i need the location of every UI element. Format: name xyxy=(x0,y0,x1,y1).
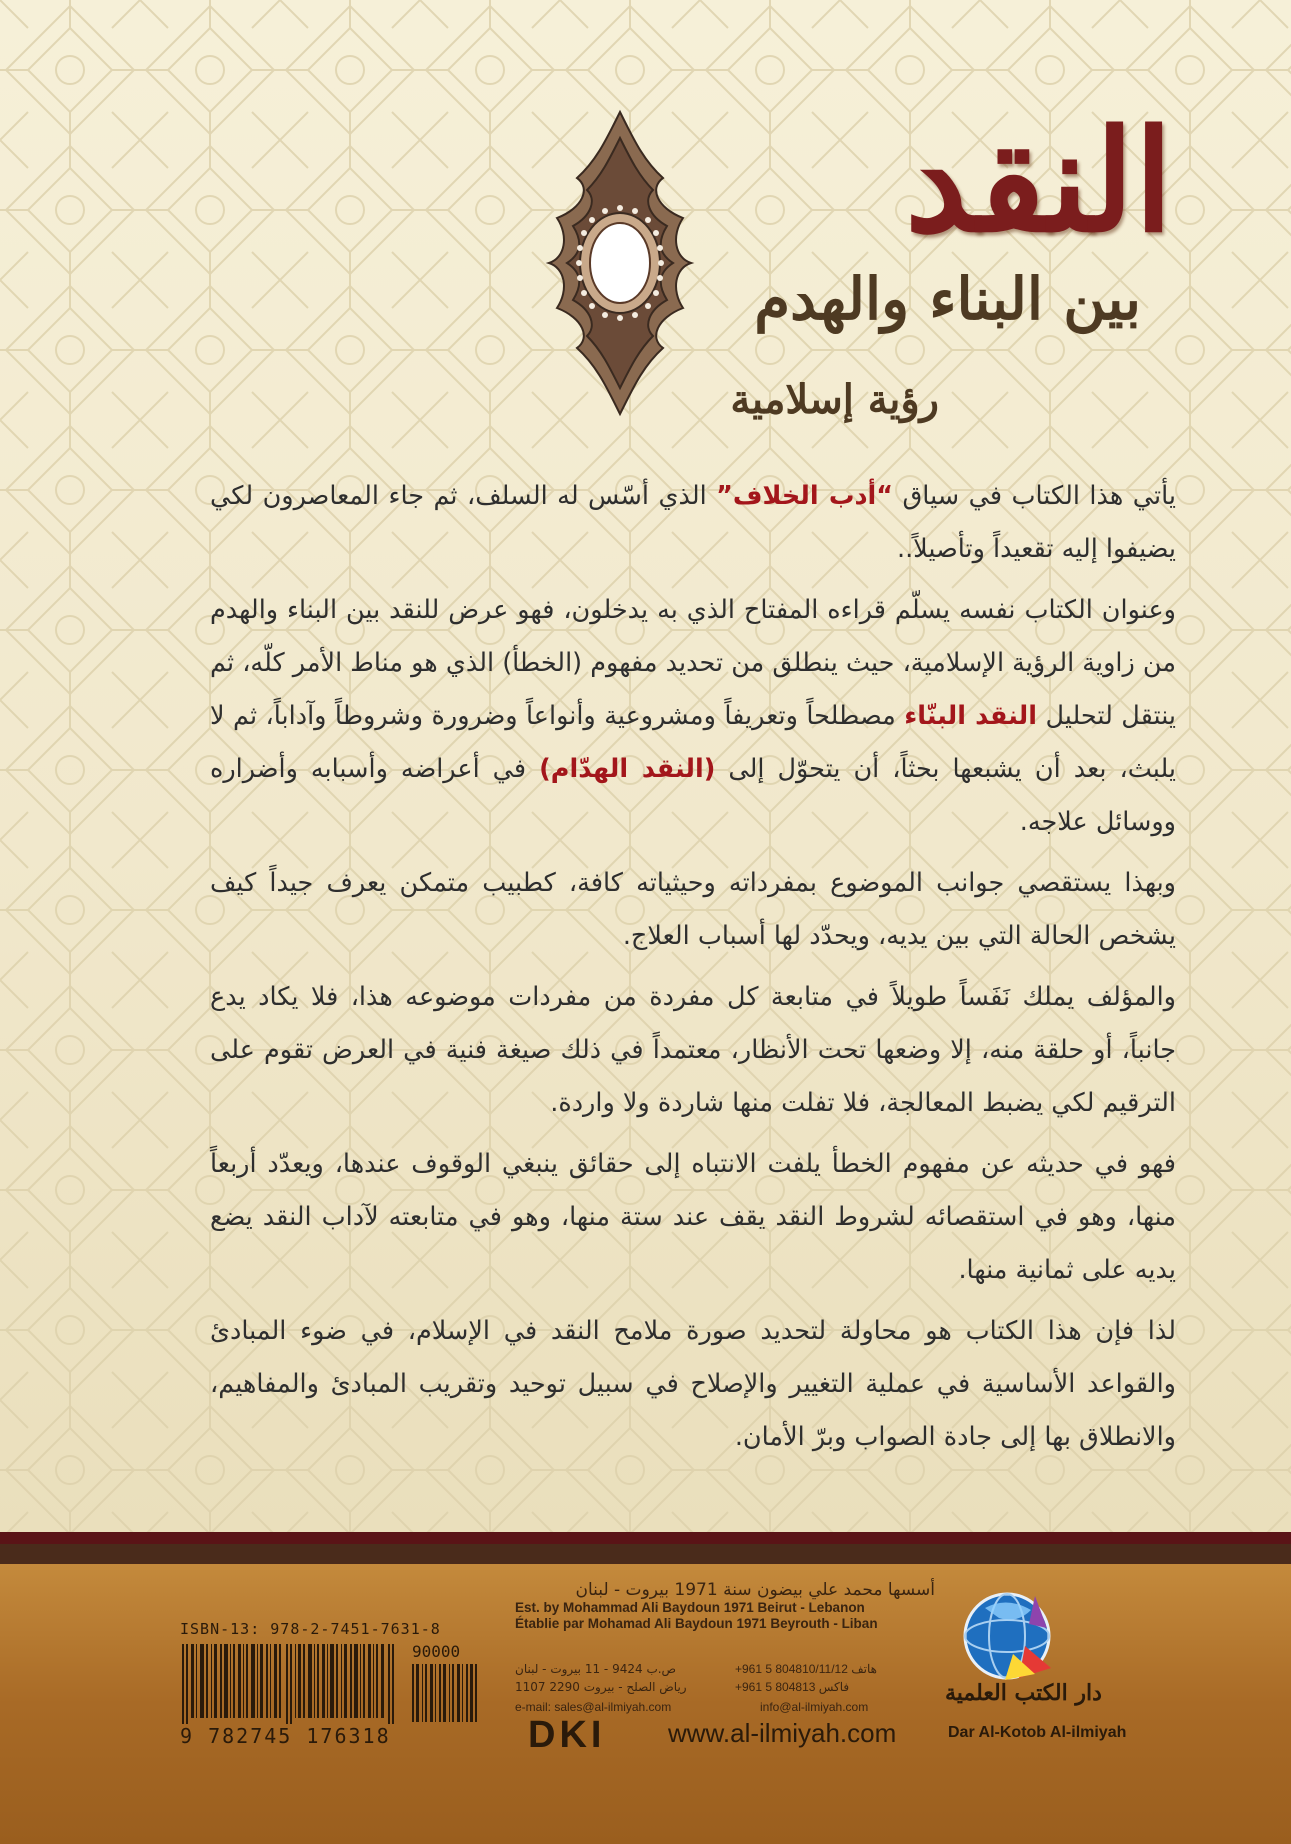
book-title: النقد xyxy=(904,100,1173,264)
publisher-name-arabic: دار الكتب العلمية xyxy=(945,1680,1102,1706)
paragraph-3: وبهذا يستقصي جوانب الموضوع بمفرداته وحيثياته كافة، كطبيب متمكن يعرف جيداً كيف يشخص الحالة التي بين يديه، ويحدّد لها أسباب العلاج. xyxy=(210,868,1176,951)
ean-digits: 9 782745 176318 xyxy=(180,1724,391,1748)
fax: +961 5 804813 فاكس xyxy=(735,1680,850,1694)
book-tagline: رؤية إسلامية xyxy=(730,376,939,423)
highlight-destructive-criticism: (النقد الهدّام) xyxy=(539,754,716,784)
barcode-area xyxy=(180,1620,480,1748)
isbn-label: ISBN-13: 978-2-7451-7631-8 xyxy=(180,1620,441,1638)
highlight-constructive-criticism: النقد البنّاء xyxy=(904,701,1037,731)
paragraph-4: والمؤلف يملك نَفَساً طويلاً في متابعة كل مفردة من مفردات موضوعه هذا، فلا يكاد يدع جانباً، أو حلقة منه، إلا وضعها تحت الأنظار، معتمداً في ذلك صيغة فنية في العرض تقوم على الترقيم لكي يضبط المعالجة، فلا تفلت منها شاردة ولا واردة. xyxy=(210,982,1176,1118)
blurb-text xyxy=(210,470,1176,1472)
publisher-info xyxy=(515,1580,935,1632)
medallion-ornament xyxy=(545,108,695,418)
riad-address: رياض الصلح - بيروت 2290 1107 xyxy=(515,1680,687,1694)
established-english: Est. by Mohammad Ali Baydoun 1971 Beirut - Lebanon xyxy=(515,1600,865,1615)
divider-band-red xyxy=(0,1532,1291,1544)
divider-band-brown xyxy=(0,1544,1291,1564)
dki-logo: DKI xyxy=(528,1714,606,1756)
established-french: Établie par Mohamad Ali Baydoun 1971 Beyrouth - Liban xyxy=(515,1616,878,1631)
info-email[interactable]: info@al-ilmiyah.com xyxy=(760,1700,869,1714)
highlight-adab-alkhilaf: “أدب الخلاف” xyxy=(716,481,894,511)
website-link[interactable]: www.al-ilmiyah.com xyxy=(668,1718,897,1748)
established-arabic: أسسها محمد علي بيضون سنة 1971 بيروت - لبنان xyxy=(575,1580,935,1600)
paragraph-2: وعنوان الكتاب نفسه يسلّم قراءه المفتاح الذي به يدخلون، فهو عرض للنقد بين البناء والهدم من زاوية الرؤية الإسلامية، حيث ينطلق من تحديد مفهوم (الخطأ) الذي هو مناط الأمر كلّه، ثم ينتقل لتحليل النقد البنّاء مصطلحاً وتعريفاً ومشروعية وأنواعاً وضرورة وشروطاً وآداباً، ثم لا يلبث، بعد أن يشبعها بحثاً، أن يتحوّل إلى (النقد الهدّام) في أعراضه وأسبابه وأضراره ووسائل علاجه. xyxy=(210,595,1177,837)
price-code: 90000 xyxy=(412,1642,461,1661)
paragraph-1: يأتي هذا الكتاب في سياق “أدب الخلاف” الذي أسّس له السلف، ثم جاء المعاصرون لكي يضيفوا إليه تقعيداً وتأصيلاً.. xyxy=(210,481,1176,564)
sales-email[interactable]: e-mail: sales@al-ilmiyah.com xyxy=(515,1700,672,1714)
addon-barcode xyxy=(412,1664,478,1722)
paragraph-6: لذا فإن هذا الكتاب هو محاولة لتحديد صورة ملامح النقد في الإسلام، في ضوء المبادئ والقواعد الأساسية في عملية التغيير والإصلاح في سبيل توحيد وتقريب المبادئ والمفاهيم، والانطلاق بها إلى جادة الصواب وبرّ الأمان. xyxy=(210,1316,1176,1452)
publisher-globe-logo xyxy=(955,1588,1065,1683)
paragraph-5: فهو في حديثه عن مفهوم الخطأ يلفت الانتباه إلى حقائق ينبغي الوقوف عندها، ويعدّد أربعاً منها، وهو في استقصائه لشروط النقد يقف عند ستة منها، وهو في متابعته لآداب النقد يضع يديه على ثمانية منها. xyxy=(210,1149,1176,1285)
publisher-name-latin: Dar Al-Kotob Al-ilmiyah xyxy=(948,1724,1127,1741)
book-subtitle: بين البناء والهدم xyxy=(754,265,1141,333)
telephone: +961 5 804810/11/12 هاتف xyxy=(735,1662,877,1676)
po-box: ص.ب 9424 - 11 بيروت - لبنان xyxy=(515,1662,677,1676)
ean-barcode xyxy=(182,1644,402,1724)
